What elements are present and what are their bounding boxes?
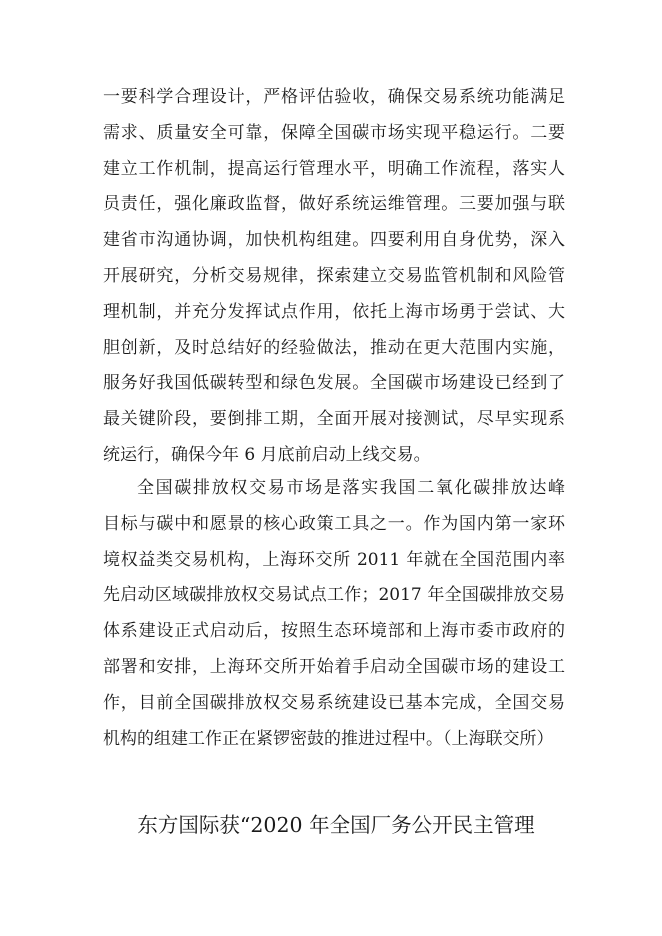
paragraph-line: 先启动区域碳排放权交易试点工作；2017 年全国碳排放交易 [103,585,565,606]
paragraph-line: 统运行，确保今年 6 月底前启动上线交易。 [103,444,431,465]
paragraph-line: 建省市沟通协调，加快机构组建。四要利用自身优势，深入 [103,230,565,251]
paragraph-line: 最关键阶段，要倒排工期，全面开展对接测试，尽早实现系 [103,409,565,430]
paragraph-line: 服务好我国低碳转型和绿色发展。全国碳市场建设已经到了 [103,373,565,394]
paragraph-1 [103,80,565,474]
paragraph-line: 目标与碳中和愿景的核心政策工具之一。作为国内第一家环 [103,513,565,534]
paragraph-2 [103,471,565,757]
paragraph-line: 境权益类交易机构，上海环交所 2011 年就在全国范围内率 [103,549,565,570]
paragraph-line: 胆创新，及时总结好的经验做法，推动在更大范围内实施， [103,337,565,358]
paragraph-line: 需求、质量安全可靠，保障全国碳市场实现平稳运行。二要 [103,122,565,143]
paragraph-line: 体系建设正式启动后，按照生态环境部和上海市委市政府的 [103,621,565,642]
paragraph-line: 建立工作机制，提高运行管理水平，明确工作流程，落实人 [103,158,565,179]
paragraph-line: 开展研究，分析交易规律，探索建立交易监管机制和风险管 [103,265,565,286]
paragraph-line: 全国碳排放权交易市场是落实我国二氧化碳排放达峰 [137,478,565,498]
paragraph-line: 理机制，并充分发挥试点作用，依托上海市场勇于尝试、大 [103,301,565,322]
paragraph-line: 员责任，强化廉政监督，做好系统运维管理。三要加强与联 [103,194,565,215]
paragraph-line: 机构的组建工作正在紧锣密鼓的推进过程中。（上海联交所） [103,728,554,749]
paragraph-line: 部署和安排，上海环交所开始着手启动全国碳市场的建设工 [103,656,565,677]
paragraph-line: 一要科学合理设计，严格评估验收，确保交易系统功能满足 [103,87,565,107]
paragraph-line: 作，目前全国碳排放权交易系统建设已基本完成，全国交易 [103,692,565,713]
article-heading: 东方国际获“2020 年全国厂务公开民主管理 [137,813,535,837]
